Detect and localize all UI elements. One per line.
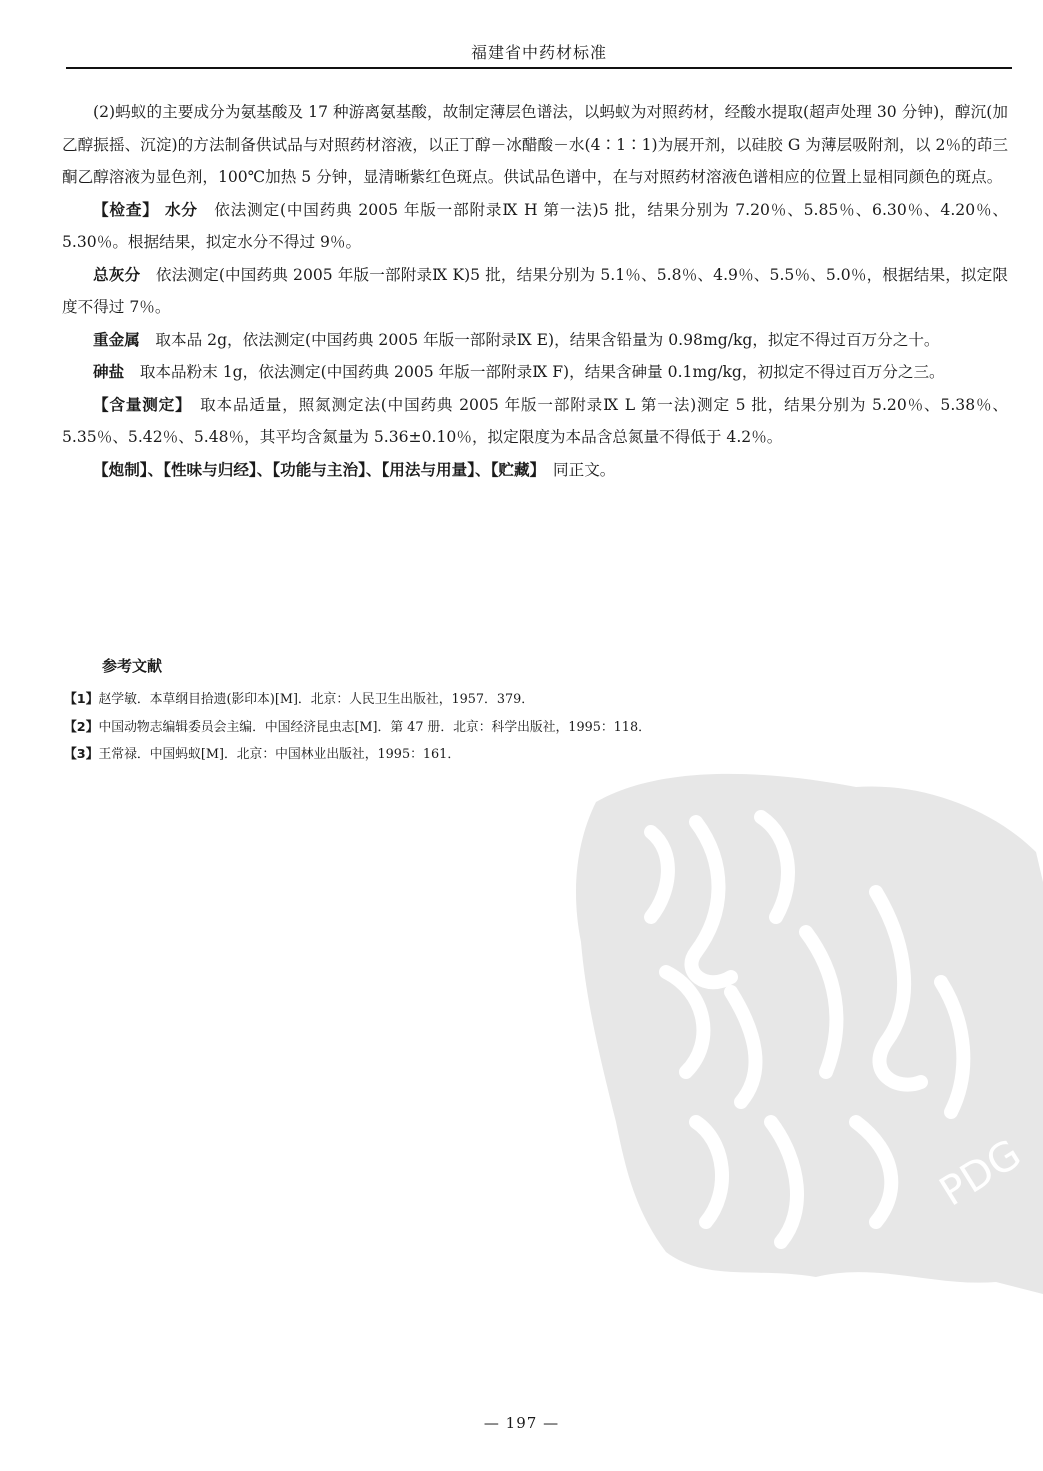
section-label: 【含量测定】 xyxy=(93,395,184,414)
reference-number: 【3】 xyxy=(64,747,99,762)
paragraph-arsenic xyxy=(62,356,1008,389)
reference-number: 【1】 xyxy=(64,692,99,707)
reference-text: 赵学敏．本草纲目拾遗(影印本)[M]．北京：人民卫生出版社，1957．379． xyxy=(98,692,535,707)
reference-item xyxy=(64,686,1008,714)
reference-item xyxy=(64,714,1008,742)
paragraph-total-ash xyxy=(62,259,1008,324)
paragraph-text: 取本品适量，照氮测定法(中国药典 2005 年版一部附录Ⅸ L 第一法)测定 5 批，结果分别为 5.20％、5.38％、5.35％、5.42％、5.48％，其平均含氮量为 5.36±0.10％，拟定限度为本品含总氮量不得低于 4.2％。 xyxy=(62,395,1008,446)
watermark-text: PDG xyxy=(931,1130,1030,1216)
paragraph-text: 同正文。 xyxy=(553,460,616,479)
section-label: 重金属 xyxy=(93,330,140,349)
running-header: 福建省中药材标准 xyxy=(470,43,607,62)
paragraph-other-sections xyxy=(62,454,1008,487)
header-rule xyxy=(66,67,1012,69)
section-label: 【检查】 水分 xyxy=(93,200,198,219)
paragraph-text: 取本品粉末 1g，依法测定(中国药典 2005 年版一部附录Ⅸ F)，结果含砷量 0.1mg/kg，初拟定不得过百万分之三。 xyxy=(139,363,945,381)
paragraph-text: 依法测定(中国药典 2005 年版一部附录Ⅸ H 第一法)5 批，结果分别为 7.20％、5.85％、6.30％、4.20％、5.30％。根据结果，拟定水分不得过 9％。 xyxy=(62,200,1008,251)
reference-text: 中国动物志编辑委员会主编．中国经济昆虫志[M]．第 47 册．北京：科学出版社，1995：118． xyxy=(98,719,651,735)
watermark-seal xyxy=(556,742,1043,1294)
section-label: 砷盐 xyxy=(93,363,125,381)
section-label: 【炮制】、【性味与归经】、【功能与主治】、【用法与用量】、【贮藏】 xyxy=(93,460,538,479)
paragraph-text: (2)蚂蚁的主要成分为氨基酸及 17 种游离氨基酸，故制定薄层色谱法，以蚂蚁为对照药材，经酸水提取(超声处理 30 分钟)，醇沉(加乙醇振摇、沉淀)的方法制备供试品与对照药材溶液，以正丁醇－冰醋酸－水(4∶1∶1)为展开剂，以硅胶 G 为薄层吸附剂，以 2％的茚三酮乙醇溶液为显色剂，100℃加热 5 分钟，显清晰紫红色斑点。供试品色谱中，在与对照药材溶液色谱相应的位置上显相同颜色的斑点。 xyxy=(62,103,1008,186)
main-content xyxy=(62,96,1008,486)
reference-number: 【2】 xyxy=(64,719,99,735)
page-number: — 197 — xyxy=(483,1414,560,1432)
paragraph-moisture xyxy=(62,194,1008,259)
references-title: 参考文献 xyxy=(102,657,163,675)
paragraph-text: 取本品 2g，依法测定(中国药典 2005 年版一部附录Ⅸ E)，结果含铅量为 0.98mg/kg，拟定不得过百万分之十。 xyxy=(155,330,940,349)
paragraph-tlc xyxy=(62,96,1008,194)
paragraph-heavy-metal xyxy=(62,324,1008,357)
reference-text: 王常禄．中国蚂蚁[M]．北京：中国林业出版社，1995：161． xyxy=(98,747,461,762)
paragraph-assay xyxy=(62,389,1008,454)
paragraph-text: 依法测定(中国药典 2005 年版一部附录Ⅸ K)5 批，结果分别为 5.1％、5.8％、4.9％、5.5％、5.0％，根据结果，拟定限度不得过 7％。 xyxy=(62,265,1008,316)
section-label: 总灰分 xyxy=(93,265,141,284)
